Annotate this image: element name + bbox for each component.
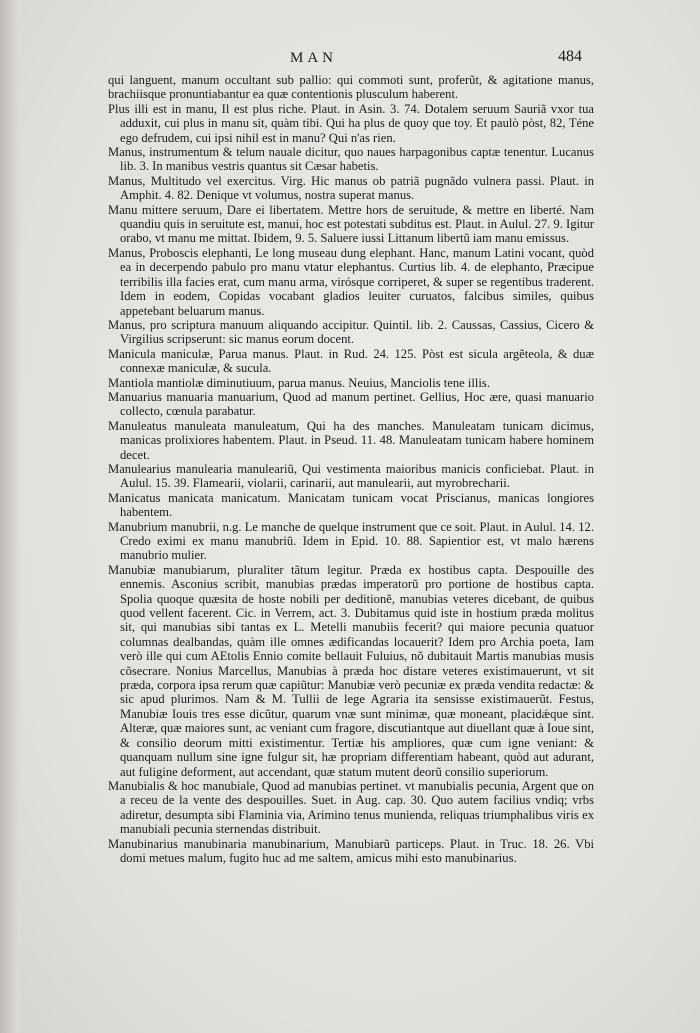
page-binding-shadow (0, 0, 22, 1033)
dictionary-entry: Manulearius manulearia manuleariũ, Qui vestimenta maioribus manicis conficiebat. Plaut. in Aulul. 15. 39. Flamearii, violarii, carinarii, aut manulearii, aut myrobrecharii. (108, 461, 594, 491)
dictionary-entry: Manubialis & hoc manubiale, Quod ad manubias pertinet. vt manubialis pecunia, Argent que on a receu de la vente des despouilles. Suet. in Aug. cap. 30. Quo autem facilius vndiq; vrbs adiretur, desumpta sibi Flaminia via, Arimino tenus munienda, reliquas triumphalibus viris ex manubiali pecunia sternendas distribuit. (108, 778, 594, 837)
dictionary-entry: Manubiæ manubiarum, pluraliter tãtum legitur. Præda ex hostibus capta. Despouille des ennemis. Asconius scribit, manubias prædas imperatorũ pro portione de hostibus capta. Spolia quoque quæsita de hoste nobili per deditionẽ, manubias veteres dicebant, de quibus quod vellent facerent. Cic. in Verrem, act. 3. Dubitamus quid iste in hostium præda molitus sit, qui manubias sibi tantas ex L. Metelli manubiis fecerit? qui maiore pecunia quatuor columnas dealbandas, quàm ille omnes ædificandas locauerit? Idem pro Archia poeta, Iam verò ille qui cum AEtolis Ennio comite bellauit Fuluius, nõ dubitauit Martis manubias musis cõsecrare. Nonius Marcellus, Manubias à præda hoc distare veteres existimauerunt, vt sit præda, corpora ipsa rerum quæ capiũtur: Manubiæ verò pecuniæ ex præda vendita redactæ: & sic apud plurimos. Nam & M. Tullii de lege Agraria ita sensisse existimauerũt. Festus, Manubiæ Iouis tres esse dicũtur, quarum vnæ sunt minimæ, quæ moneant, placidǽque sint. Alteræ, quæ maiores sunt, ac veniant cum fragore, discutiantque aut diuellant quæ à Ioue sint, & consilio deorum mitti existimentur. Tertiæ his ampliores, quæ cum igne veniant: & quanquam nullum sine igne fulgur sit, hæ propriam differentiam habeant, quòd aut adurant, aut fuligine deforment, aut accendant, quæ statum mutent deorũ consilio superiorum. (108, 562, 594, 779)
page-header (96, 50, 582, 70)
page-number: 484 (558, 48, 582, 65)
dictionary-text (108, 73, 594, 865)
running-head: MAN (290, 50, 338, 66)
dictionary-entry: Manicatus manicata manicatum. Manicatam tunicam vocat Priscianus, manicas longiores habentem. (108, 490, 594, 520)
dictionary-entry: Manubinarius manubinaria manubinarium, Manubiarũ particeps. Plaut. in Truc. 18. 26. Vbi domi metues malum, fugito huc ad me saltem, amicus mihi esto manubinarius. (108, 836, 594, 865)
dictionary-entry: Manuarius manuaria manuarium, Quod ad manum pertinet. Gellius, Hoc ære, quasi manuario collecto, cœnula parabatur. (108, 389, 594, 419)
dictionary-entry: Manicula maniculæ, Parua manus. Plaut. in Rud. 24. 125. Pòst est sicula argẽteola, & duæ connexæ maniculæ, & sucula. (108, 346, 594, 376)
dictionary-entry: Plus illi est in manu, Il est plus riche. Plaut. in Asin. 3. 74. Dotalem seruum Sauriã vxor tua adduxit, cui plus in manu sit, quàm tibi. Qui ha plus de quoy que toy. Et paulò pòst, 82, Téne ego defrudem, cui ipsi nihil est in manu? Qui n'as rien. (108, 101, 594, 145)
dictionary-entry: Manus, Proboscis elephanti, Le long museau dung elephant. Hanc, manum Latini vocant, quòd ea in decerpendo pabulo pro manu vtatur elephantus. Curtius lib. 4. de elephanto, Præcipue terribilis illa facies erat, cum manu arma, virósque corriperet, & super se regentibus traderent. Idem in eodem, Copidas vocabant gladios leuiter curuatos, falcibus similes, quibus appetebant beluarum manus. (108, 245, 594, 318)
dictionary-entry-continued: qui languent, manum occultant sub pallio: qui commoti sunt, proferũt, & agitatione manus, brachiisque pronuntiabantur ea quæ contentionis plusculum haberent. (108, 73, 594, 102)
dictionary-entry: Mantiola mantiolæ diminutiuum, parua manus. Neuius, Manciolis tene illis. (108, 375, 490, 390)
dictionary-entry: Manus, Multitudo vel exercitus. Virg. Hic manus ob patriã pugnãdo vulnera passi. Plaut. in Amphit. 4. 82. Denique vt volumus, nostra superat manus. (108, 173, 594, 203)
dictionary-entry: Manu mittere seruum, Dare ei libertatem. Mettre hors de seruitude, & mettre en liberté. Nam quandiu quis in seruitute est, manui, hoc est potestati subditus est. Plaut. in Aulul. 27. 9. Igitur orabo, vt manu me mittat. Ibidem, 9. 5. Saluere iussi Littanum libertũ iam manu emissus. (108, 202, 594, 246)
dictionary-entry: Manubrium manubrii, n.g. Le manche de quelque instrument que ce soit. Plaut. in Aulul. 14. 12. Credo eximi ex manu manubriũ. Idem in Epid. 10. 88. Sapientior est, vt malo hærens manubrio mulier. (108, 519, 594, 563)
dictionary-entry: Manus, pro scriptura manuum aliquando accipitur. Quintil. lib. 2. Caussas, Cassius, Cicero & Virgilius scripserunt: sic manus eorum docent. (108, 317, 594, 347)
dictionary-entry: Manuleatus manuleata manuleatum, Qui ha des manches. Manuleatam tunicam dicimus, manicas prolixiores habentem. Plaut. in Pseud. 11. 48. Manuleatam tunicam habere hominem decet. (108, 418, 594, 462)
dictionary-entry: Manus, instrumentum & telum nauale dicitur, quo naues harpagonibus captæ tenentur. Lucanus lib. 3. In manibus vestris quantus sit Cæsar habetis. (108, 145, 594, 174)
